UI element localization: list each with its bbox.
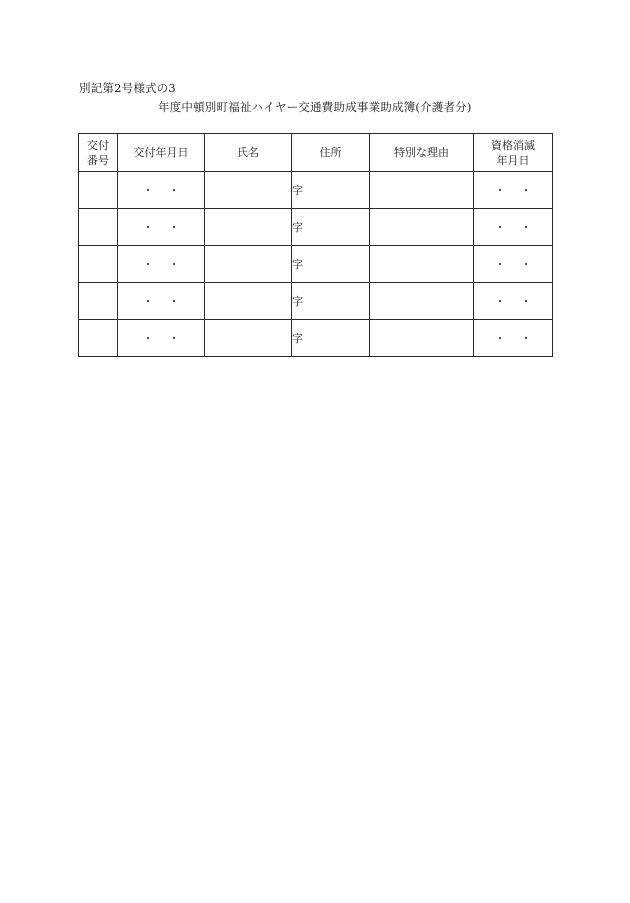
name-cell[interactable] xyxy=(205,172,292,209)
column-header-eligibility-expiry-date: 資格消滅 年月日 xyxy=(474,134,553,172)
expiry-date-cell[interactable]: ・ ・ xyxy=(474,283,553,320)
name-cell[interactable] xyxy=(205,209,292,246)
issue-date-cell[interactable]: ・ ・ xyxy=(118,246,205,283)
name-cell[interactable] xyxy=(205,246,292,283)
special-reason-cell[interactable] xyxy=(370,209,474,246)
expiry-date-cell[interactable]: ・ ・ xyxy=(474,209,553,246)
expiry-date-cell[interactable]: ・ ・ xyxy=(474,320,553,357)
issue-number-cell[interactable] xyxy=(79,209,118,246)
document-title: 年度中頓別町福祉ハイヤー交通費助成事業助成簿(介護者分) xyxy=(158,100,472,114)
table-row xyxy=(79,246,553,283)
address-cell[interactable]: 字 xyxy=(292,246,370,283)
special-reason-cell[interactable] xyxy=(370,172,474,209)
table-row xyxy=(79,209,553,246)
table-row xyxy=(79,320,553,357)
column-header-issue-number: 交付 番号 xyxy=(79,134,118,172)
special-reason-cell[interactable] xyxy=(370,246,474,283)
column-header-name: 氏名 xyxy=(205,134,292,172)
issue-number-cell[interactable] xyxy=(79,246,118,283)
expiry-date-cell[interactable]: ・ ・ xyxy=(474,172,553,209)
subsidy-register-table xyxy=(78,133,553,357)
address-cell[interactable]: 字 xyxy=(292,283,370,320)
address-cell[interactable]: 字 xyxy=(292,172,370,209)
issue-date-cell[interactable]: ・ ・ xyxy=(118,209,205,246)
table-row xyxy=(79,172,553,209)
table-header-row xyxy=(79,134,553,172)
issue-number-cell[interactable] xyxy=(79,283,118,320)
special-reason-cell[interactable] xyxy=(370,283,474,320)
table-row xyxy=(79,283,553,320)
name-cell[interactable] xyxy=(205,283,292,320)
form-number: 別記第2号様式の3 xyxy=(79,81,176,95)
issue-date-cell[interactable]: ・ ・ xyxy=(118,283,205,320)
address-cell[interactable]: 字 xyxy=(292,209,370,246)
issue-number-cell[interactable] xyxy=(79,172,118,209)
expiry-date-cell[interactable]: ・ ・ xyxy=(474,246,553,283)
issue-date-cell[interactable]: ・ ・ xyxy=(118,320,205,357)
issue-date-cell[interactable]: ・ ・ xyxy=(118,172,205,209)
issue-number-cell[interactable] xyxy=(79,320,118,357)
column-header-special-reason: 特別な理由 xyxy=(370,134,474,172)
special-reason-cell[interactable] xyxy=(370,320,474,357)
column-header-issue-date: 交付年月日 xyxy=(118,134,205,172)
name-cell[interactable] xyxy=(205,320,292,357)
address-cell[interactable]: 字 xyxy=(292,320,370,357)
column-header-address: 住所 xyxy=(292,134,370,172)
